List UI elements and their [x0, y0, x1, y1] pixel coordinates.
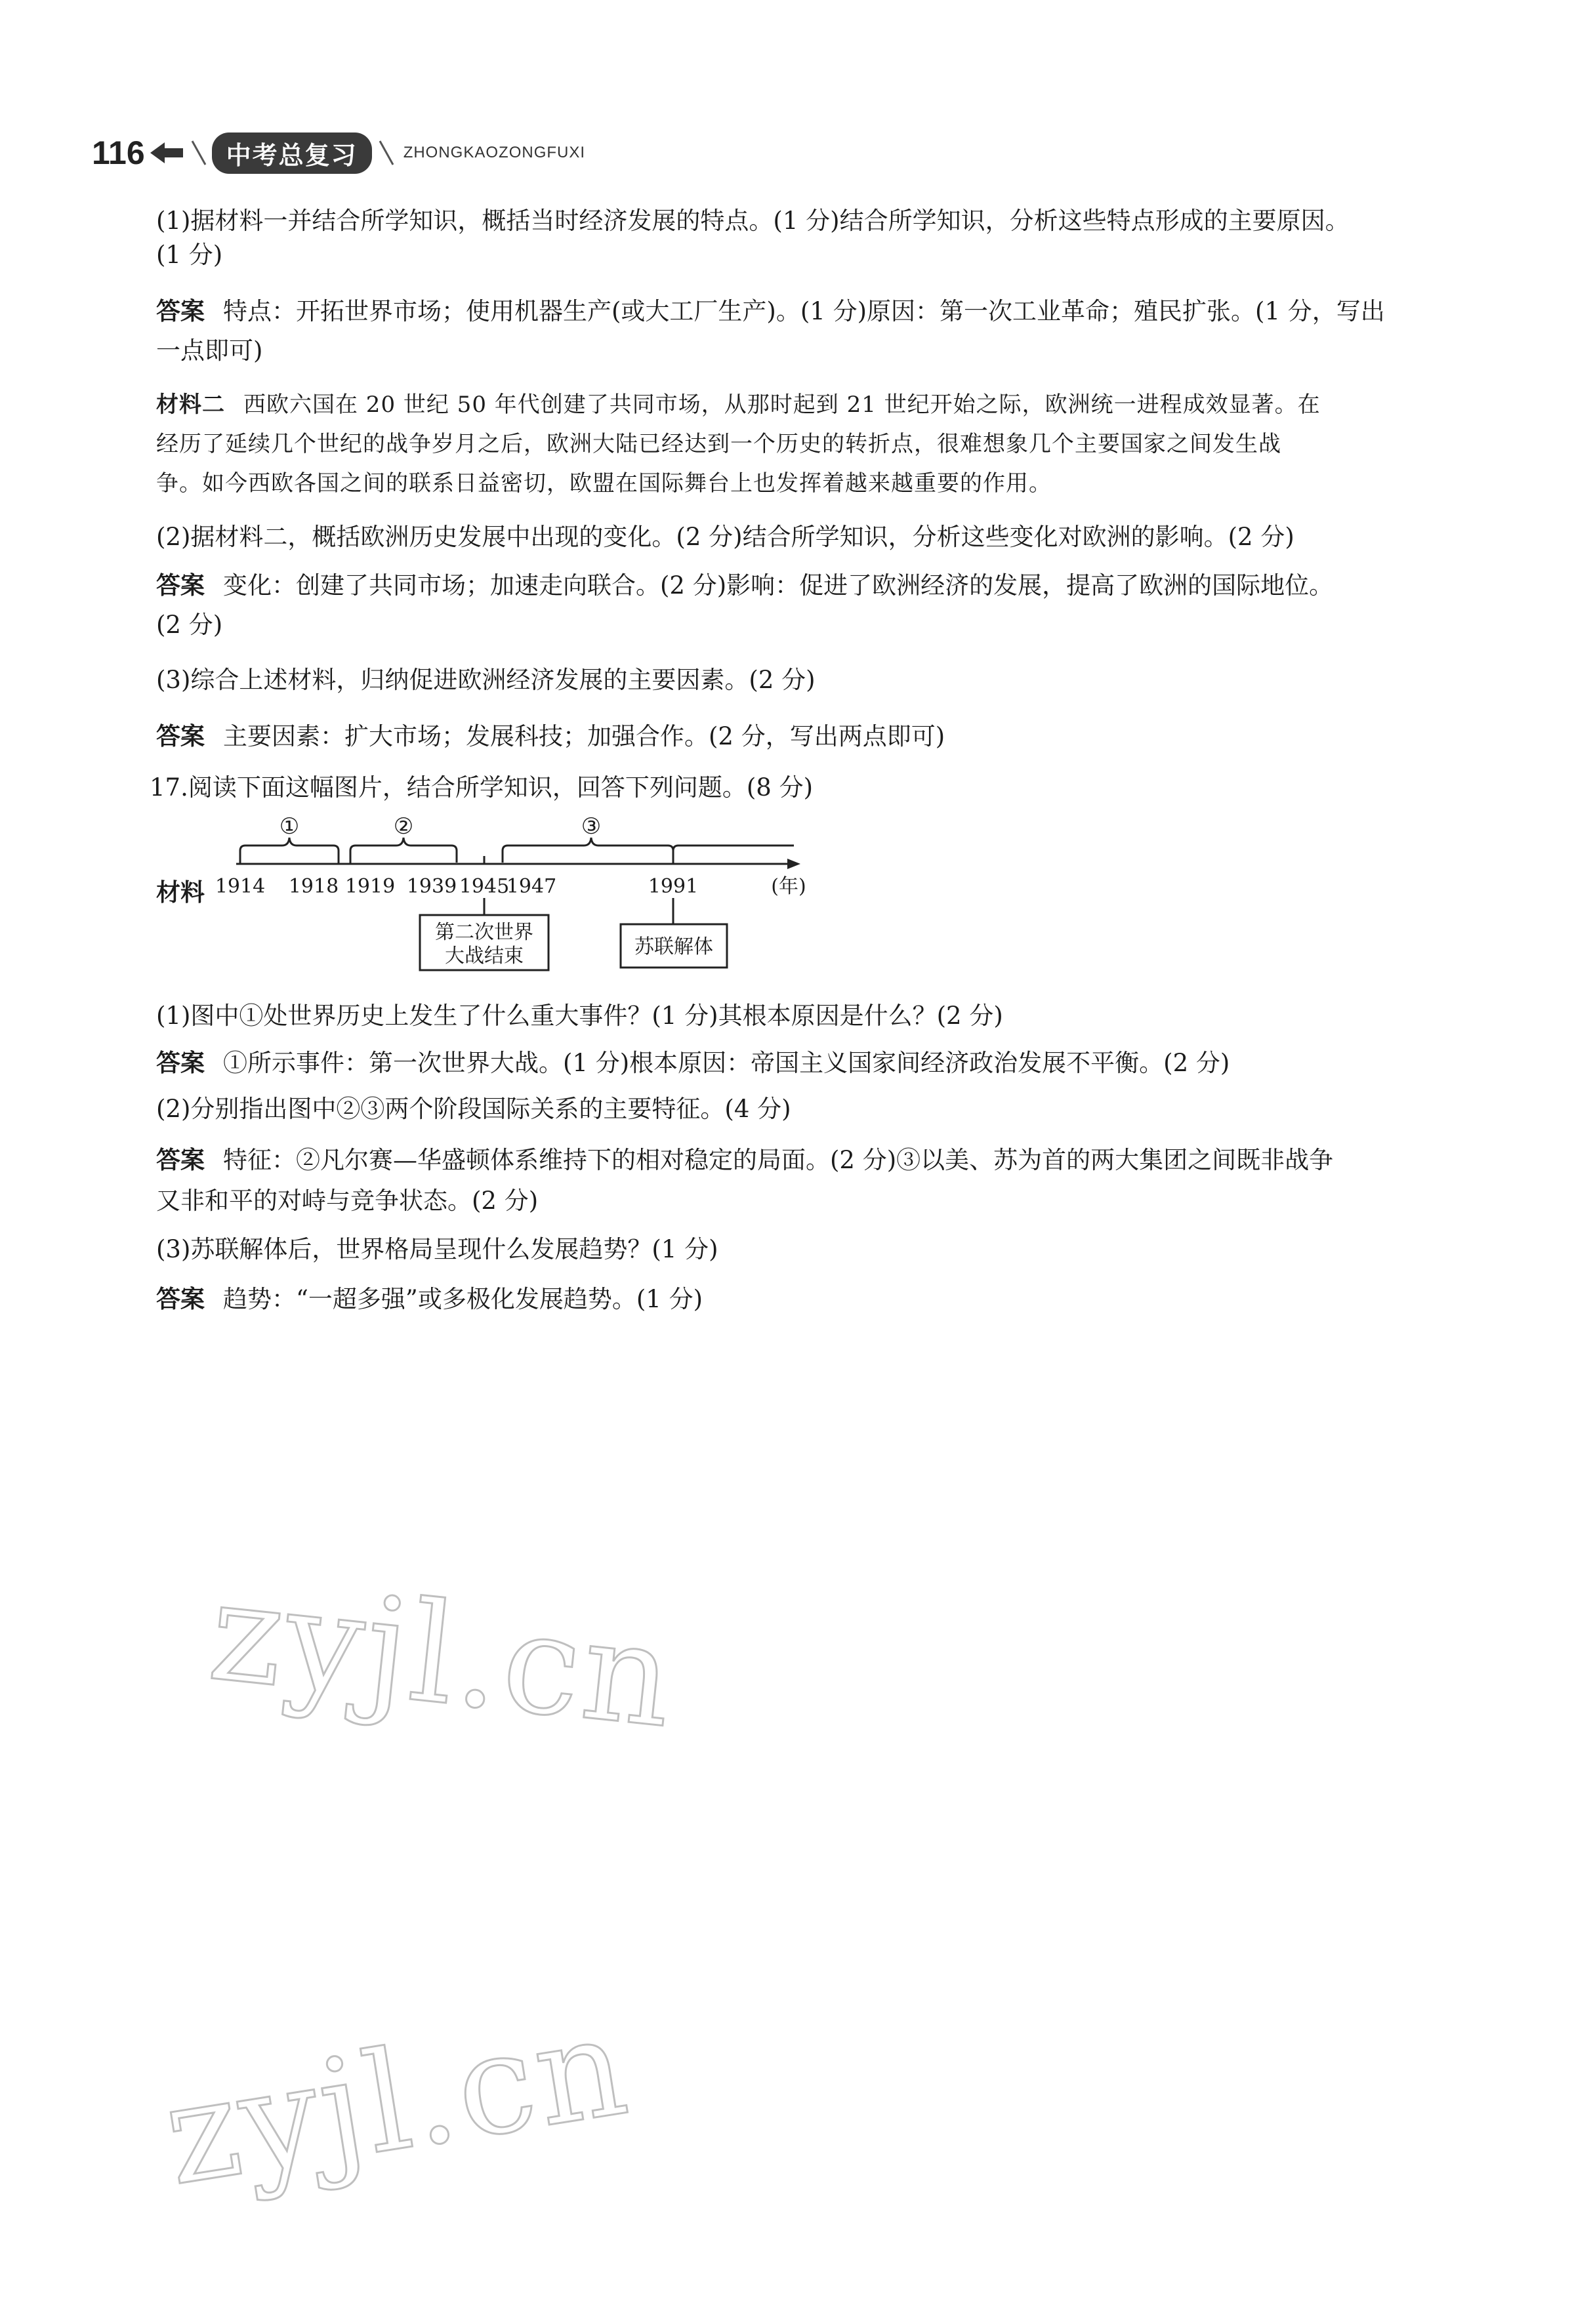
material2-text-a: 西欧六国在 20 世纪 50 年代创建了共同市场，从那时起到 21 世纪开始之际，欧洲统一进程成效显著。在 — [243, 392, 1321, 418]
mark-1: ① — [279, 813, 300, 840]
slash-divider-icon — [375, 138, 397, 167]
material-label: 材料 — [156, 878, 205, 907]
answer-label: 答案 — [156, 1285, 205, 1313]
slash-divider-icon — [187, 138, 209, 167]
box-ww2-end-line1: 第二次世界 — [435, 921, 533, 944]
answer-label: 答案 — [156, 1146, 205, 1174]
q17-p2-answer-text: 特征：②凡尔赛—华盛顿体系维持下的相对稳定的局面。(2 分)③以美、苏为首的两大集团之间既非战争 — [223, 1146, 1334, 1174]
q17-p2-answer-b: 又非和平的对峙与竞争状态。(2 分) — [156, 1187, 539, 1215]
q17-p1-answer-text: ①所示事件：第一次世界大战。(1 分)根本原因：帝国主义国家间经济政治发展不平衡。(2 分) — [223, 1049, 1230, 1077]
year-label: 1939 — [406, 875, 457, 898]
q17-p1-answer — [156, 1047, 1230, 1080]
q16-p3-question: (3)综合上述材料，归纳促进欧洲经济发展的主要因素。(2 分) — [156, 666, 816, 694]
material2-label: 材料二 — [156, 392, 225, 418]
answer-label: 答案 — [156, 571, 205, 600]
year-label: 1919 — [344, 875, 396, 898]
q16-p1-answer-text: 特点：开拓世界市场；使用机器生产(或大工厂生产)。(1 分)原因：第一次工业革命；殖民扩张。(1 分，写出 — [223, 297, 1385, 325]
brace-after-1991 — [673, 846, 794, 863]
q17-material-label — [156, 876, 223, 909]
q16-material2 — [156, 388, 1321, 421]
q17-stem: 17.阅读下面这幅图片，结合所学知识，回答下列问题。(8 分) — [150, 773, 814, 802]
material2-text-c: 争。如今西欧各国之间的联系日益密切，欧盟在国际舞台上也发挥着越来越重要的作用。 — [156, 470, 1052, 497]
watermark: zyjl.cn — [154, 1985, 639, 2216]
q16-p2-answer-text: 变化：创建了共同市场；加速走向联合。(2 分)影响：促进了欧洲经济的发展，提高了欧洲的国际地位。 — [223, 571, 1334, 600]
history-timeline — [215, 813, 814, 987]
mark-3: ③ — [581, 813, 602, 840]
q17-p3-answer — [156, 1283, 703, 1316]
brace-period-3 — [503, 838, 673, 863]
q17-p1-question: (1)图中①处世界历史上发生了什么重大事件？(1 分)其根本原因是什么？(2 分) — [156, 1002, 1003, 1030]
year-label: 1945 — [459, 875, 510, 898]
answer-label: 答案 — [156, 297, 205, 325]
q17-p2-answer — [156, 1144, 1333, 1177]
material2-text-b: 经历了延续几个世纪的战争岁月之后，欧洲大陆已经达到一个历史的转折点，很难想象几个主要国家之间发生战 — [156, 431, 1281, 457]
timeline-arrow-icon — [787, 859, 800, 869]
q16-p2-question: (2)据材料二，概括欧洲历史发展中出现的变化。(2 分)结合所学知识，分析这些变化对欧洲的影响。(2 分) — [156, 523, 1294, 551]
q16-p1-question-b: (1 分) — [156, 241, 223, 269]
brace-period-2 — [350, 838, 457, 863]
q16-p1-question-a: (1)据材料一并结合所学知识，概括当时经济发展的特点。(1 分)结合所学知识，分析这些特点形成的主要原因。 — [156, 207, 1350, 235]
q16-p1-answer — [156, 295, 1385, 328]
watermark: zyjl.cn — [203, 1550, 683, 1759]
page-number: 116 — [92, 134, 145, 171]
book-pinyin: ZHONGKAOZONGFUXI — [403, 144, 586, 161]
arrow-left-icon — [149, 140, 184, 166]
unit-label: (年) — [771, 875, 806, 898]
q17-p3-question: (3)苏联解体后，世界格局呈现什么发展趋势？(1 分) — [156, 1235, 718, 1263]
q16-p2-answer — [156, 569, 1333, 602]
q16-p1-answer-b: 一点即可) — [156, 336, 263, 365]
page-header — [92, 130, 585, 176]
q17-p2-question: (2)分别指出图中②③两个阶段国际关系的主要特征。(4 分) — [156, 1095, 791, 1123]
q17-p3-answer-text: 趋势：“一超多强”或多极化发展趋势。(1 分) — [223, 1285, 703, 1313]
box-ussr-dissolution-text: 苏联解体 — [634, 935, 713, 958]
book-title-badge: 中考总复习 — [212, 133, 372, 174]
year-label: 1914 — [215, 875, 266, 898]
q16-p3-answer — [156, 720, 945, 753]
mark-2: ② — [393, 813, 414, 840]
answer-label: 答案 — [156, 1049, 205, 1077]
year-label: 1918 — [288, 875, 339, 898]
q16-p2-answer-b: (2 分) — [156, 611, 223, 639]
q16-p3-answer-text: 主要因素：扩大市场；发展科技；加强合作。(2 分，写出两点即可) — [223, 722, 945, 750]
box-ww2-end-line2: 大战结束 — [445, 945, 524, 968]
brace-period-1 — [240, 838, 339, 863]
year-label: 1991 — [648, 875, 699, 898]
answer-label: 答案 — [156, 722, 205, 750]
year-label: 1947 — [506, 875, 557, 898]
